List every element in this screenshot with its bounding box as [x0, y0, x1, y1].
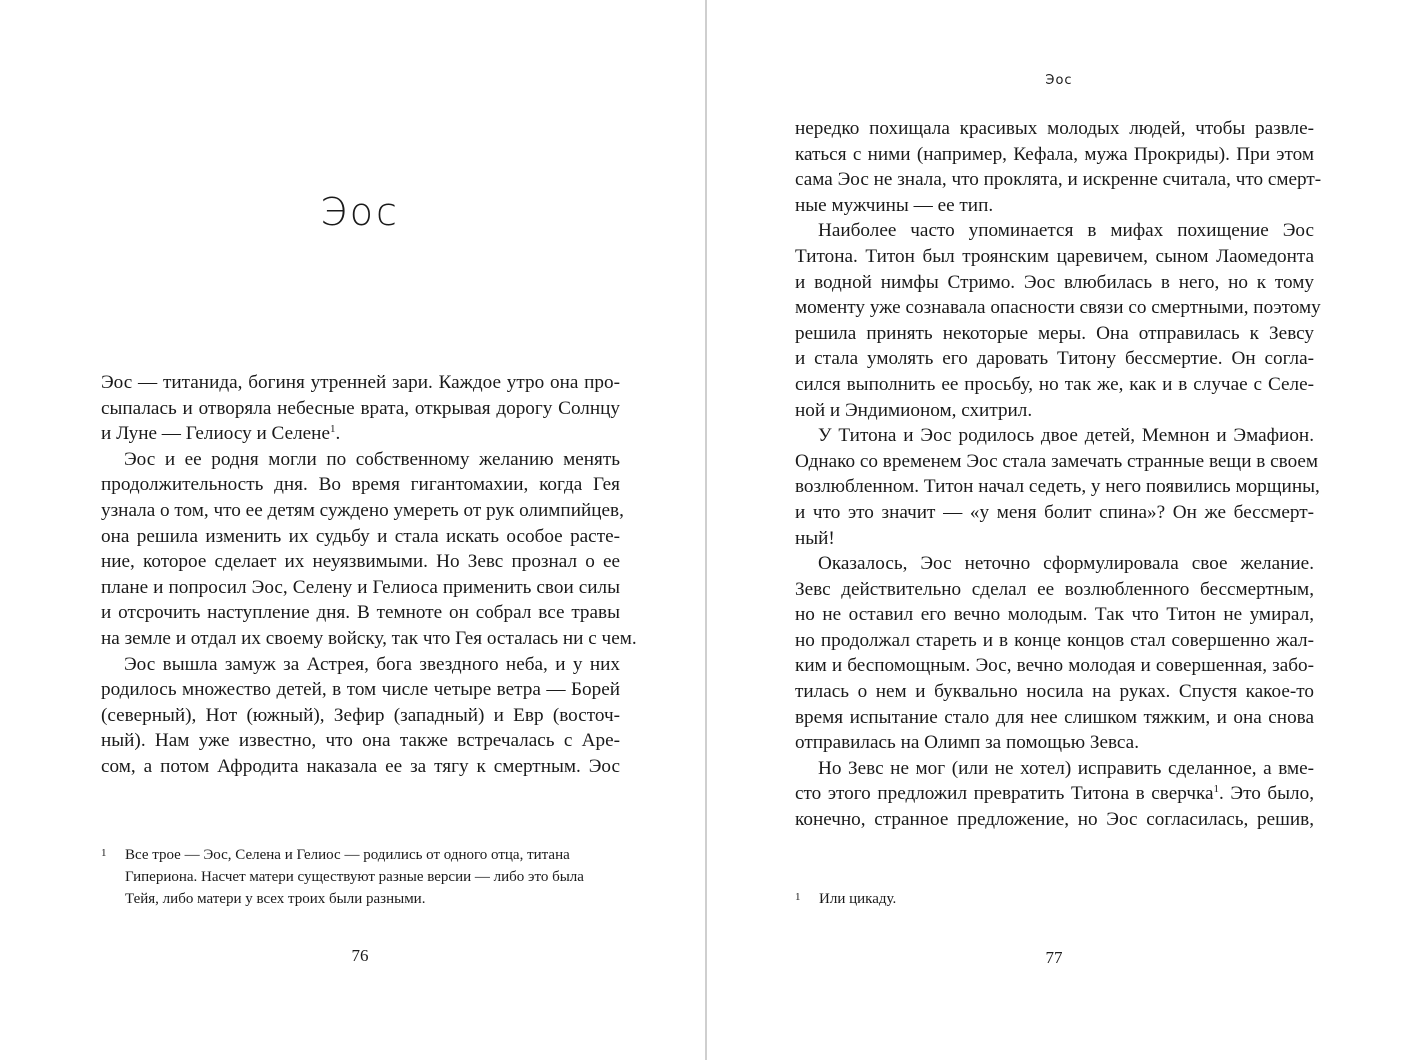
- text-line: моменту уже сознавала опасности связи со смертными, поэтому: [795, 297, 1321, 319]
- footnote-number: 1: [101, 847, 107, 859]
- paragraph: [795, 116, 1322, 218]
- footnote-number: 1: [795, 891, 801, 903]
- book-gutter: [705, 0, 707, 1060]
- footnote-reference: 1: [329, 423, 336, 436]
- text-line: ный!: [795, 527, 835, 549]
- text-line: родилось множество детей, в том числе четыре ветра — Борей: [101, 679, 620, 701]
- text-line: [795, 781, 1314, 807]
- text-line: возлюбленном. Титон начал седеть, у него появились морщины,: [795, 476, 1320, 498]
- text-line: Наиболее часто упоминается в мифах похищение Эос: [818, 220, 1314, 242]
- text-line: каться с ними (например, Кефала, мужа Прокриды). При этом: [795, 143, 1314, 165]
- text-line: У Титона и Эос родилось двое детей, Мемнон и Эмафион.: [818, 425, 1314, 447]
- text-line: решила принять некоторые меры. Она отправилась к Зевсу: [795, 322, 1314, 344]
- text-line: продолжительность дня. Во время гигантомахии, когда Гея: [101, 474, 620, 496]
- text-line: (северный), Нот (южный), Зефир (западный) и Евр (восточ-: [101, 704, 620, 726]
- text-line: ной и Эндимионом, схитрил.: [795, 399, 1033, 421]
- text-line: ный). Нам уже известно, что она также встречалась с Аре-: [101, 730, 620, 752]
- text-line: но не оставил его вечно молодым. Так что Титон не умирал,: [795, 604, 1314, 626]
- text-line: но продолжал стареть и в конце концов стал совершенно жал-: [795, 629, 1314, 651]
- chapter-title: Эос: [320, 190, 400, 234]
- text-line: Оказалось, Эос неточно сформулировала свое желание.: [818, 553, 1314, 575]
- footnote-text: [819, 888, 1314, 910]
- text-line: она решила изменить их судьбу и стала искать особое расте-: [101, 525, 620, 547]
- text-line: нередко похищала красивых молодых людей, чтобы развле-: [795, 118, 1314, 139]
- text-fragment: сто этого предложил превратить Титона в сверчка: [795, 783, 1214, 805]
- text-fragment: и Луне — Гелиосу и Селене: [101, 423, 330, 445]
- text-line: плане и попросил Эос, Селену и Гелиоса применить свои силы: [101, 576, 620, 598]
- footnote: [101, 844, 620, 910]
- text-line: Зевс действительно сделал ее возлюбленного бессмертным,: [795, 578, 1314, 600]
- text-line: сился выполнить ее просьбу, но так же, как и в случае с Селе-: [795, 373, 1314, 395]
- page-number: 77: [1045, 948, 1063, 967]
- text-line: на земле и отдал их своему войску, так что Гея осталась ни с чем.: [101, 627, 637, 649]
- footnote-line: Или цикаду.: [819, 891, 897, 907]
- paragraph: [795, 551, 1314, 756]
- text-line: время испытание стало для нее слишком тяжким, и она снова: [795, 706, 1314, 728]
- footnote: [795, 888, 1314, 910]
- text-line: и что это значит — «у меня болит спина»? Он же бессмерт-: [795, 501, 1314, 523]
- text-line: ние, которое сделает их неуязвимыми. Но Зевс прознал о ее: [101, 551, 620, 573]
- text-line: Эос и ее родня могли по собственному желанию менять: [124, 448, 620, 470]
- text-line: Титона. Титон был троянским царевичем, сыном Лаомедонта: [795, 245, 1314, 267]
- text-line: Но Зевс не мог (или не хотел) исправить сделанное, а вме-: [818, 757, 1314, 779]
- text-line: сом, а потом Афродита наказала ее за тягу к смертным. Эос: [101, 755, 620, 777]
- paragraph: [101, 652, 620, 780]
- right-page-body: [795, 116, 1322, 833]
- paragraph: [101, 447, 637, 652]
- text-line: Эос — титанида, богиня утренней зари. Каждое утро она про-: [101, 372, 620, 393]
- text-line: [101, 421, 620, 447]
- text-line: ким и беспомощным. Эос, вечно молодая и совершенная, забо-: [795, 655, 1314, 677]
- text-line: и отсрочить наступление дня. В темноте он собрал все травы: [101, 602, 620, 624]
- text-line: и стала умолять его даровать Титону бессмертие. Он согла-: [795, 348, 1314, 370]
- running-head: Эос: [1045, 73, 1073, 88]
- text-fragment: . Это было,: [1219, 783, 1314, 805]
- text-line: и водной нимфы Стримо. Эос влюбилась в него, но к тому: [795, 271, 1314, 293]
- footnote-line: Гипериона. Насчет матери существуют разные версии — либо это была: [125, 869, 584, 885]
- text-line: конечно, странное предложение, но Эос согласилась, решив,: [795, 809, 1314, 831]
- text-line: ные мужчины — ее тип.: [795, 194, 994, 216]
- footnote-line: Тейя, либо матери у всех троих были разными.: [125, 891, 426, 907]
- text-line: сама Эос не знала, что проклята, и искренне считала, что смерт-: [795, 169, 1322, 191]
- left-page-body: [101, 370, 637, 780]
- text-line: тилась о нем и буквально носила на руках. Спустя какое-то: [795, 681, 1314, 703]
- footnote-line: Все трое — Эос, Селена и Гелиос — родились от одного отца, титана: [125, 847, 570, 863]
- paragraph: [795, 423, 1320, 551]
- paragraph: [795, 756, 1314, 833]
- text-line: узнала о том, что ее детям суждено умереть от рук олимпийцев,: [101, 499, 624, 521]
- footnote-reference: 1: [1213, 783, 1220, 796]
- text-line: Однако со временем Эос стала замечать странные вещи в своем: [795, 450, 1319, 472]
- page-number: 76: [351, 946, 369, 965]
- text-fragment: .: [335, 423, 341, 445]
- text-line: отправилась на Олимп за помощью Зевса.: [795, 732, 1139, 754]
- text-line: сыпалась и отворяла небесные врата, открывая дорогу Солнцу: [101, 397, 620, 419]
- paragraph: [795, 218, 1321, 423]
- paragraph: [101, 370, 620, 447]
- footnote-text: [125, 844, 620, 910]
- right-page: [708, 0, 1410, 1060]
- text-line: Эос вышла замуж за Астрея, бога звездного неба, и у них: [124, 653, 620, 675]
